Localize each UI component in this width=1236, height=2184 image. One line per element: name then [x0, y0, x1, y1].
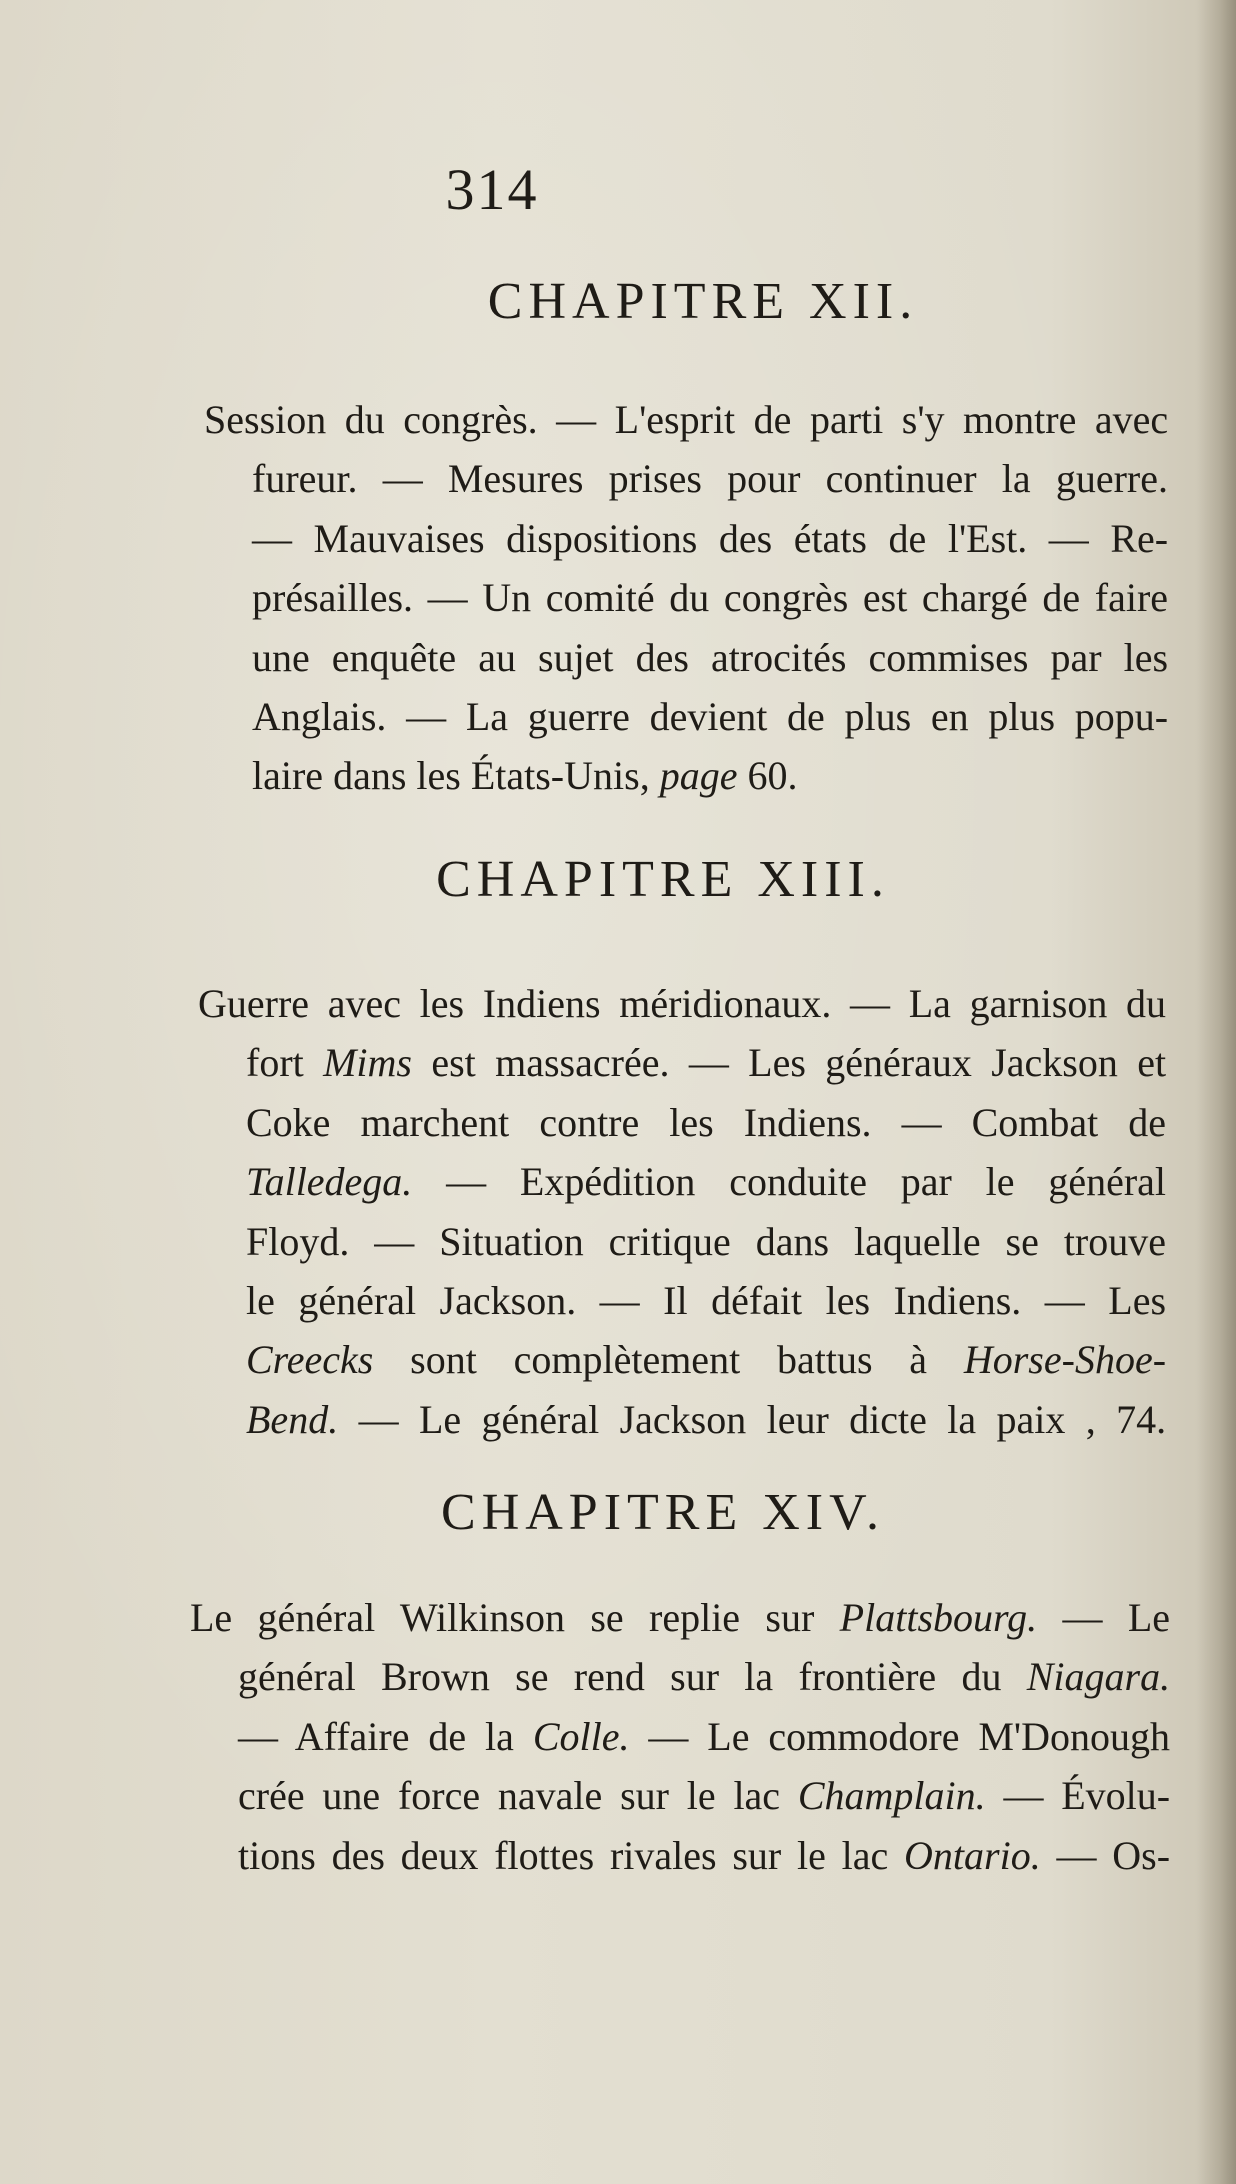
chapter-title-xiii: CHAPITRE XIII. [436, 851, 890, 908]
summary-line: général Brown se rend sur la frontière du Niagara. [238, 1654, 1171, 1700]
summary-line: — Affaire de la Colle. — Le commodore M'Donough [238, 1713, 1171, 1759]
summary-line: présailles. — Un comité du congrès est chargé de faire [252, 575, 1169, 621]
italic-term: Champlain. [797, 1773, 986, 1819]
summary-line: — Mauvaises dispositions des états de l'Est. — Re- [252, 515, 1169, 561]
chapter-summary-xii [204, 390, 1168, 806]
summary-line: Talledega. — Expédition conduite par le général [246, 1159, 1167, 1205]
summary-line-text: laire dans les États-Unis, page 60. [252, 753, 798, 799]
summary-line: une enquête au sujet des atrocités commises par les [252, 634, 1169, 680]
chapter-title-xiv: CHAPITRE XIV. [441, 1484, 885, 1541]
italic-term: page [659, 753, 738, 799]
summary-line: Session du congrès. — L'esprit de parti s'y montre avec [204, 397, 1169, 442]
summary-line: Creecks sont complètement battus à Horse-Shoe- [246, 1337, 1167, 1383]
italic-term: Colle. [532, 1713, 630, 1759]
chapter-title-xii: CHAPITRE XII. [487, 273, 919, 330]
summary-line: fort Mims est massacrée. — Les généraux Jackson et [246, 1040, 1167, 1086]
italic-term: Niagara. [1026, 1654, 1171, 1700]
summary-line: tions des deux flottes rivales sur le lac Ontario. — Os- [238, 1832, 1171, 1878]
italic-term: Horse-Shoe- [963, 1337, 1167, 1383]
summary-line [204, 746, 1168, 805]
summary-line: le général Jackson. — Il défait les Indiens. — Les [246, 1278, 1167, 1324]
italic-term: Creecks [246, 1337, 374, 1383]
italic-term: Bend. [246, 1396, 339, 1442]
summary-line: Anglais. — La guerre devient de plus en plus popu- [252, 694, 1169, 740]
page-number: 314 [445, 157, 539, 222]
italic-term: Ontario. [904, 1832, 1041, 1878]
summary-line: Coke marchent contre les Indiens. — Combat de [246, 1099, 1167, 1145]
chapter-summary-xiii [198, 974, 1166, 1449]
italic-term: Mims [323, 1040, 412, 1086]
italic-term: Talledega. [246, 1159, 413, 1205]
summary-line: fureur. — Mesures prises pour continuer la guerre. [252, 456, 1168, 502]
chapter-summary-xiv [190, 1588, 1170, 1885]
summary-line: Bend. — Le général Jackson leur dicte la paix , 74. [246, 1396, 1167, 1442]
summary-line: Floyd. — Situation critique dans laquelle se trouve [246, 1218, 1166, 1264]
italic-term: Plattsbourg. [839, 1595, 1038, 1640]
summary-line: Guerre avec les Indiens méridionaux. — La garnison du [198, 981, 1167, 1026]
summary-line: Le général Wilkinson se replie sur Plattsbourg. — Le [190, 1595, 1170, 1640]
summary-line: crée une force navale sur le lac Champlain. — Évolu- [238, 1773, 1171, 1819]
